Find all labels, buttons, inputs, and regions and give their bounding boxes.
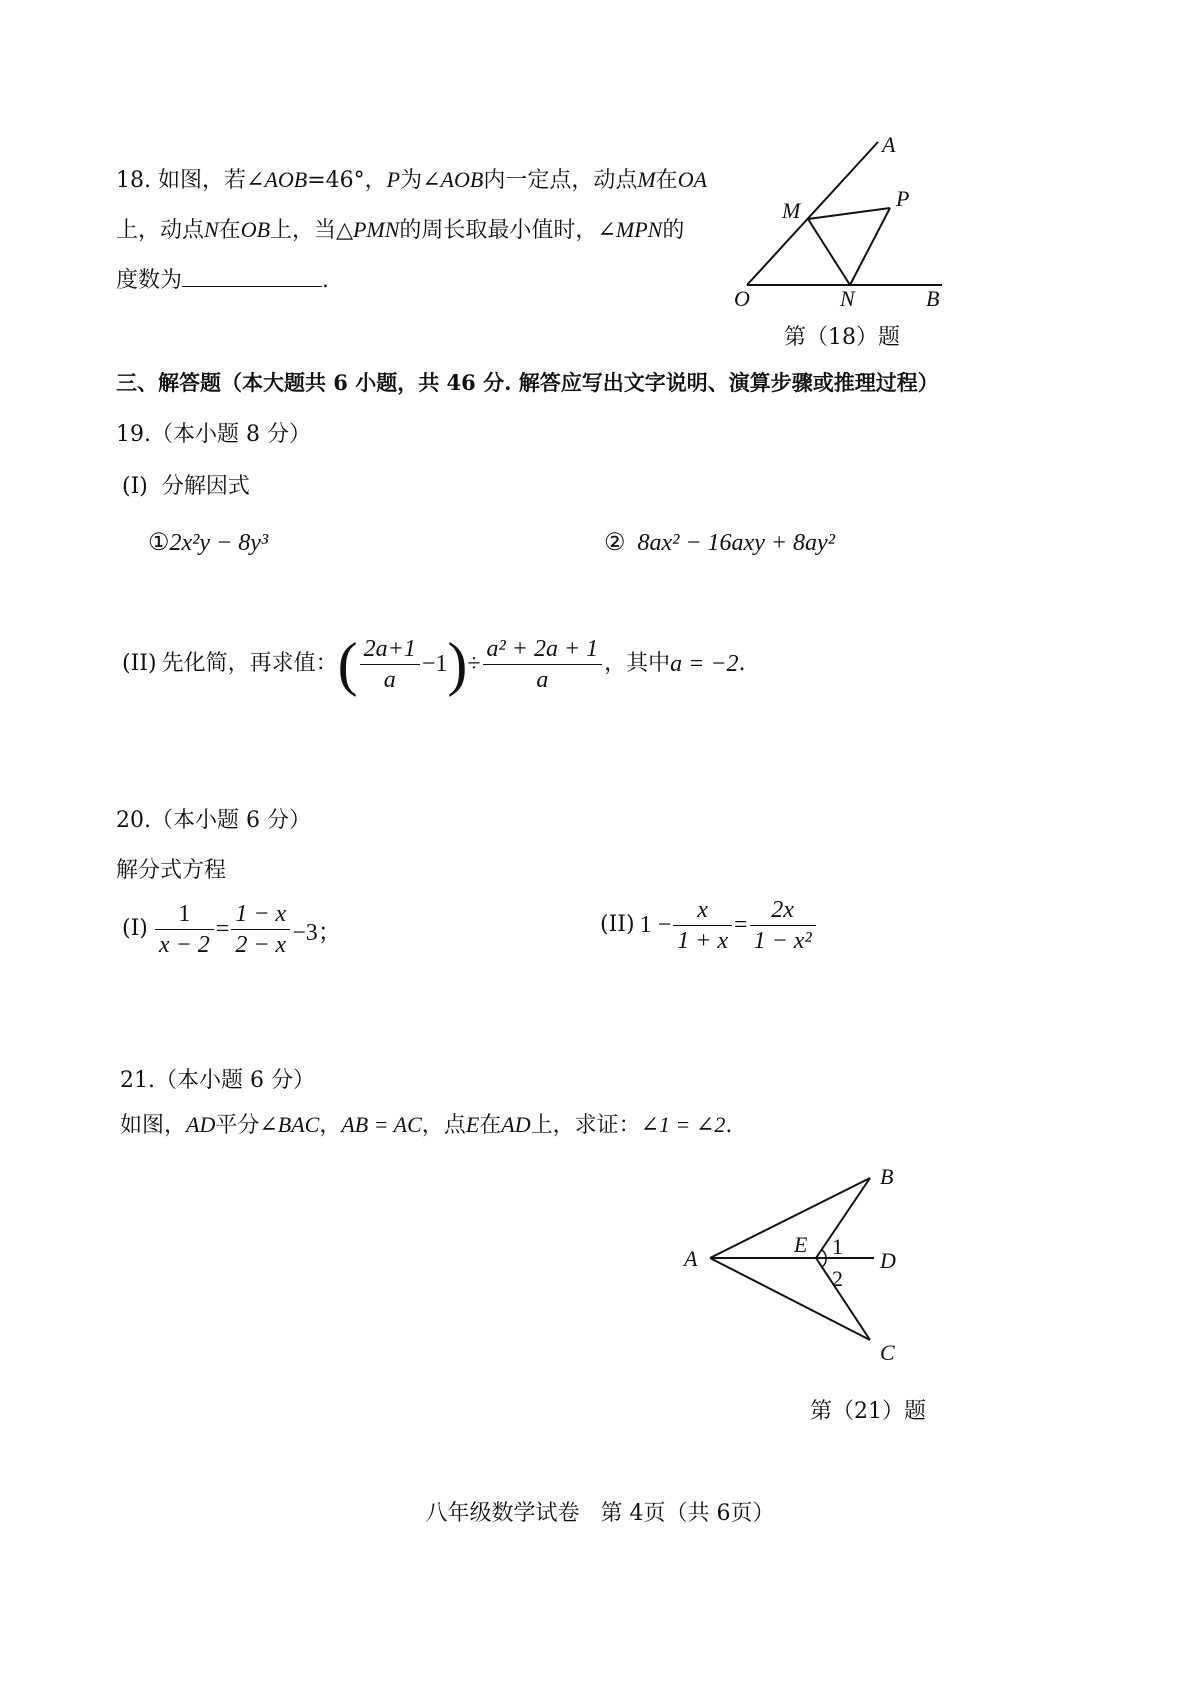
q21-label-a: A: [684, 1246, 698, 1271]
q21-figure: [680, 1160, 920, 1380]
q19-fraction-1-denominator: a: [383, 666, 396, 693]
q20-fraction-2-denominator: 2 − x: [235, 931, 287, 958]
q18-label-o: O: [734, 286, 750, 311]
q21-caption: 第（21）题: [810, 1399, 926, 1424]
q18-text: 上，当: [270, 218, 337, 243]
q20-part1-label: (I): [122, 916, 148, 941]
q21-label-c: C: [880, 1340, 895, 1365]
q19-where-text: ，其中: [604, 651, 671, 676]
q21-segment-ad: AD: [501, 1112, 531, 1137]
q19-part2-expression: [337, 631, 604, 697]
q19-left-paren: (: [337, 631, 358, 697]
q20-part2-label: (II): [600, 912, 635, 937]
q18-point-n: N: [204, 217, 219, 242]
q18-line3: [116, 266, 329, 296]
q20-fraction-3-numerator: x: [673, 895, 732, 926]
q19-fraction-2: [483, 634, 603, 695]
q21-condition: AB = AC: [341, 1112, 422, 1137]
q19-minus-one: −1: [421, 650, 448, 677]
q19-end: .: [738, 651, 746, 676]
q21-end: .: [725, 1113, 733, 1138]
q18-text: 为: [400, 168, 423, 193]
q18-label-m: M: [782, 198, 801, 223]
q20-fraction-4: [750, 895, 816, 956]
q21-label-2: 2: [832, 1266, 843, 1291]
section3-title: 三、解答题（本大题共 6 小题，共 46 分. 解答应写出文字说明、演算步骤或推理过程）: [116, 370, 939, 395]
q20-part1-equation: [153, 899, 342, 960]
q20-equals: =: [215, 915, 230, 942]
q19-divide-sign: ÷: [467, 650, 481, 677]
q20-part1: [122, 894, 342, 964]
q20-fraction-2: [231, 899, 290, 960]
q21-angle-bac: ∠BAC: [259, 1112, 320, 1137]
q19-condition: a = −2: [670, 650, 739, 677]
q19-right-paren: ): [447, 631, 468, 697]
q19-fraction-2-numerator: a² + 2a + 1: [483, 634, 603, 665]
q21-segment-ac: [710, 1258, 870, 1340]
q18-text: 的: [662, 218, 685, 243]
q20-header: 20.（本小题 6 分）: [116, 808, 311, 833]
q19-item2-mark: ②: [604, 530, 626, 556]
q19-part2-text: 先化简，再求值：: [161, 651, 338, 676]
q21-segment-ec: [816, 1258, 870, 1340]
q18-angle-mpn: ∠MPN: [597, 217, 663, 242]
q19-header: 19.（本小题 8 分）: [116, 422, 311, 447]
q18-label-p: P: [896, 186, 910, 211]
q21-text: ，点: [421, 1113, 466, 1138]
q18-segment-mp: [808, 208, 890, 219]
q18-answer-blank[interactable]: [182, 266, 322, 287]
q18-ray-oa: OA: [677, 167, 708, 192]
q21-text: 上，求证：: [530, 1113, 641, 1138]
q20-fraction-1: [155, 899, 214, 960]
q18-point-m: M: [637, 167, 656, 192]
q21-segment-ab: [710, 1178, 870, 1258]
q18-triangle: △PMN: [336, 217, 400, 242]
q18-caption: 第（18）题: [784, 325, 900, 350]
q19-fraction-1: [360, 634, 420, 695]
q18-segment-pn: [850, 208, 890, 285]
q19-item2-expr: 8ax² − 16axy + 8ay²: [637, 530, 835, 556]
q19-part2: [122, 624, 746, 704]
q18-period: .: [322, 268, 330, 293]
q19-item2: [604, 528, 835, 557]
q18-label-a: A: [882, 132, 896, 157]
q21-segment-eb: [816, 1178, 870, 1258]
q20-fraction-4-numerator: 2x: [750, 895, 816, 926]
q18-text: 的周长取最小值时，: [399, 218, 598, 243]
q20-fraction-1-denominator: x − 2: [158, 931, 210, 958]
q19-fraction-1-numerator: 2a+1: [360, 634, 420, 665]
q20-fraction-3: [673, 895, 732, 956]
q19-fraction-2-denominator: a: [536, 666, 549, 693]
q21-angle-2-arc: [822, 1258, 826, 1267]
q18-text: 上，动点: [116, 218, 205, 243]
q21-label-1: 1: [832, 1234, 843, 1259]
q20-fraction-4-denominator: 1 − x²: [753, 927, 812, 954]
q21-text: 如图，: [120, 1113, 187, 1138]
q21-segment-ad: AD: [186, 1112, 216, 1137]
q21-point-e: E: [465, 1112, 480, 1137]
q21-text: 平分: [215, 1113, 260, 1138]
q18-angle-aob: ∠AOB: [422, 167, 484, 192]
q18-ray-oa-line: [747, 142, 878, 285]
q19-item1-mark: ①: [148, 530, 170, 556]
q21-label-e: E: [794, 1232, 808, 1257]
q20-minus-three: −3；: [292, 919, 342, 946]
q18-segment-mn: [808, 219, 850, 285]
q18-text: 在: [655, 168, 678, 193]
q21-angle-1-arc: [822, 1250, 826, 1258]
q21-header: 21.（本小题 6 分）: [120, 1068, 315, 1093]
q21-statement: [120, 1110, 732, 1141]
q18-line1: [116, 165, 707, 196]
q20-fraction-3-denominator: 1 + x: [677, 927, 729, 954]
q20-fraction-2-numerator: 1 − x: [231, 899, 290, 930]
q18-label-b: B: [926, 286, 940, 311]
q21-claim: ∠1 = ∠2: [640, 1112, 726, 1137]
q18-text: 在: [218, 218, 241, 243]
q18-text: 如图，若: [158, 168, 247, 193]
q18-text: =46°，: [307, 168, 387, 193]
q19-item1: [148, 528, 268, 557]
q20-lead: 1 −: [639, 911, 672, 938]
q20-subtitle: 解分式方程: [116, 858, 227, 883]
q18-angle-aob: ∠AOB: [246, 167, 308, 192]
q21-label-d: D: [880, 1248, 896, 1273]
q21-text: ，: [319, 1113, 342, 1138]
q18-number: 18.: [116, 168, 151, 193]
q21-label-b: B: [880, 1164, 894, 1189]
q20-equals: =: [734, 911, 748, 938]
page-footer: 八年级数学试卷 第 4页（共 6页）: [425, 1501, 775, 1526]
q18-text: 内一定点，动点: [483, 168, 638, 193]
q19-part1: [122, 472, 250, 502]
q19-part2-label: (II): [122, 651, 157, 676]
q18-text: 度数为: [116, 268, 183, 293]
q19-part1-title: 分解因式: [161, 474, 250, 499]
q19-part1-label: (I): [122, 474, 148, 499]
q19-item1-expr: 2x²y − 8y³: [169, 530, 269, 556]
q18-point-p: P: [386, 167, 401, 192]
q18-figure: [720, 130, 960, 320]
q21-text: 在: [479, 1113, 502, 1138]
q18-ray-ob: OB: [240, 217, 271, 242]
q18-line2: [116, 215, 684, 246]
q20-part2: [600, 888, 818, 962]
q18-label-n: N: [840, 286, 855, 311]
q20-part2-equation: [640, 895, 818, 956]
q20-fraction-1-numerator: 1: [155, 899, 214, 930]
